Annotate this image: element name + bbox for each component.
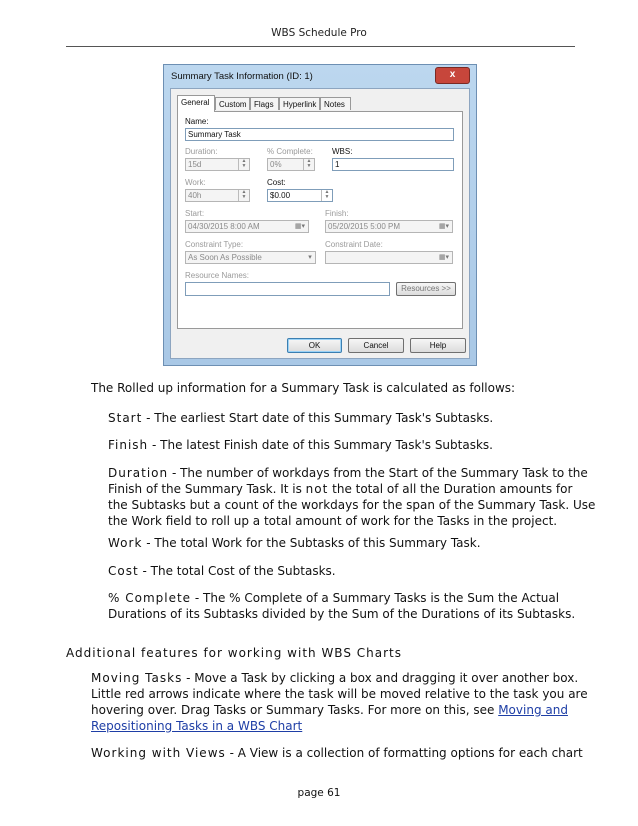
views-term: Working with Views: [91, 746, 226, 760]
duration-value: 15d: [188, 160, 202, 169]
cost-item: [108, 563, 336, 579]
cancel-button[interactable]: Cancel: [348, 338, 404, 353]
pct-item-line2: Durations of its Subtasks divided by the Sum of the Durations of its Subtasks.: [108, 607, 576, 621]
duration-item-line4: the Work field to roll up a total amount of work for the Tasks in the project.: [108, 514, 558, 528]
pct-complete-value: 0%: [270, 160, 282, 169]
name-field[interactable]: Summary Task: [185, 128, 454, 141]
work-field: [185, 189, 250, 202]
finish-value: 05/20/2015 5:00 PM: [328, 222, 401, 231]
cost-value: $0.00: [270, 191, 291, 200]
work-value: 40h: [188, 191, 202, 200]
start-label: Start:: [185, 209, 205, 218]
name-label: Name:: [185, 117, 209, 126]
duration-item-line3: the Subtasks but a count of the workdays for the span of the Summary Task. Use: [108, 498, 596, 512]
finish-text: - The latest Finish date of this Summary Task's Subtasks.: [148, 438, 493, 452]
summary-task-dialog-screenshot: [163, 64, 477, 366]
moving-line3: [91, 702, 568, 718]
moving-line1: [91, 670, 578, 686]
page-footer: page 61: [297, 787, 341, 799]
start-term: Start: [108, 411, 143, 425]
resource-names-label: Resource Names:: [185, 271, 250, 280]
wbs-label: WBS:: [332, 147, 353, 156]
work-term: Work: [108, 536, 143, 550]
duration-text-2a: Finish of the Summary Task. It is: [108, 482, 306, 496]
moving-link-part1[interactable]: Moving and: [498, 703, 568, 717]
tab-custom[interactable]: Custom: [215, 97, 250, 110]
moving-line4: [91, 718, 302, 734]
help-button[interactable]: Help: [410, 338, 466, 353]
pct-spinner-icon: ▲ ▼: [303, 159, 314, 170]
header-rule: [66, 46, 575, 47]
start-value: 04/30/2015 8:00 AM: [188, 222, 260, 231]
wbs-field[interactable]: 1: [332, 158, 454, 171]
constraint-type-select: [185, 251, 316, 264]
section-heading: Additional features for working with WBS Charts: [66, 646, 402, 660]
pct-text-1: - The % Complete of a Summary Tasks is the Sum the Actual: [191, 591, 560, 605]
tab-flags[interactable]: Flags: [250, 97, 279, 110]
close-icon[interactable]: x: [435, 67, 470, 84]
calendar-dropdown-icon: ▦▾: [294, 223, 306, 230]
duration-field: [185, 158, 250, 171]
general-panel: [177, 111, 463, 329]
finish-item: [108, 437, 493, 453]
duration-label: Duration:: [185, 147, 218, 156]
work-label: Work:: [185, 178, 206, 187]
moving-text-1: - Move a Task by clicking a box and dragging it over another box.: [182, 671, 579, 685]
tab-general[interactable]: General: [177, 95, 215, 112]
work-text: - The total Work for the Subtasks of this Summary Task.: [142, 536, 481, 550]
start-field: [185, 220, 309, 233]
duration-term: Duration: [108, 466, 169, 480]
calendar-dropdown-icon: ▦▾: [438, 223, 450, 230]
cost-term: Cost: [108, 564, 139, 578]
page-header: WBS Schedule Pro: [271, 27, 367, 39]
dialog-title: Summary Task Information (ID: 1): [171, 71, 313, 82]
pct-complete-label: % Complete:: [267, 147, 313, 156]
resources-button[interactable]: Resources >>: [396, 282, 456, 296]
cost-label: Cost:: [267, 178, 286, 187]
finish-label: Finish:: [325, 209, 349, 218]
pct-complete-field: [267, 158, 315, 171]
constraint-type-value: As Soon As Possible: [188, 253, 262, 262]
duration-text-2b: the total of all the Duration amounts for: [328, 482, 573, 496]
duration-not: not: [305, 482, 329, 496]
cost-text: - The total Cost of the Subtasks.: [138, 564, 336, 578]
pct-term: % Complete: [108, 591, 192, 605]
constraint-type-label: Constraint Type:: [185, 240, 244, 249]
constraint-date-label: Constraint Date:: [325, 240, 383, 249]
views-line1: [91, 745, 583, 761]
resource-names-field[interactable]: [185, 282, 390, 296]
moving-text-3: hovering over. Drag Tasks or Summary Tasks. For more on this, see: [91, 703, 499, 717]
duration-text-1: - The number of workdays from the Start of the Summary Task to the: [168, 466, 588, 480]
moving-term: Moving Tasks: [91, 671, 183, 685]
moving-link-part2[interactable]: Repositioning Tasks in a WBS Chart: [91, 719, 303, 733]
moving-line2: Little red arrows indicate where the task will be moved relative to the task you are: [91, 687, 588, 701]
work-item: [108, 535, 481, 551]
start-item: [108, 410, 493, 426]
duration-spinner-icon: ▲ ▼: [238, 159, 249, 170]
start-text: - The earliest Start date of this Summary Task's Subtasks.: [142, 411, 494, 425]
constraint-date-field: [325, 251, 453, 264]
ok-button[interactable]: OK: [287, 338, 342, 353]
work-spinner-icon: ▲ ▼: [238, 190, 249, 201]
intro-paragraph: The Rolled up information for a Summary Task is calculated as follows:: [91, 381, 516, 395]
dialog-body: [170, 88, 470, 359]
pct-item-line1: [108, 590, 559, 606]
duration-item-line2: [108, 481, 572, 497]
tab-hyperlink[interactable]: Hyperlink: [279, 97, 320, 110]
finish-term: Finish: [108, 438, 149, 452]
cost-field[interactable]: [267, 189, 333, 202]
cost-spinner-icon[interactable]: ▲ ▼: [321, 190, 332, 201]
tab-notes[interactable]: Notes: [320, 97, 351, 110]
calendar-dropdown-icon: ▦▾: [438, 254, 450, 261]
chevron-down-icon: ▾: [308, 254, 312, 261]
views-text: - A View is a collection of formatting options for each chart: [225, 746, 583, 760]
duration-item-line1: [108, 465, 588, 481]
finish-field: [325, 220, 453, 233]
